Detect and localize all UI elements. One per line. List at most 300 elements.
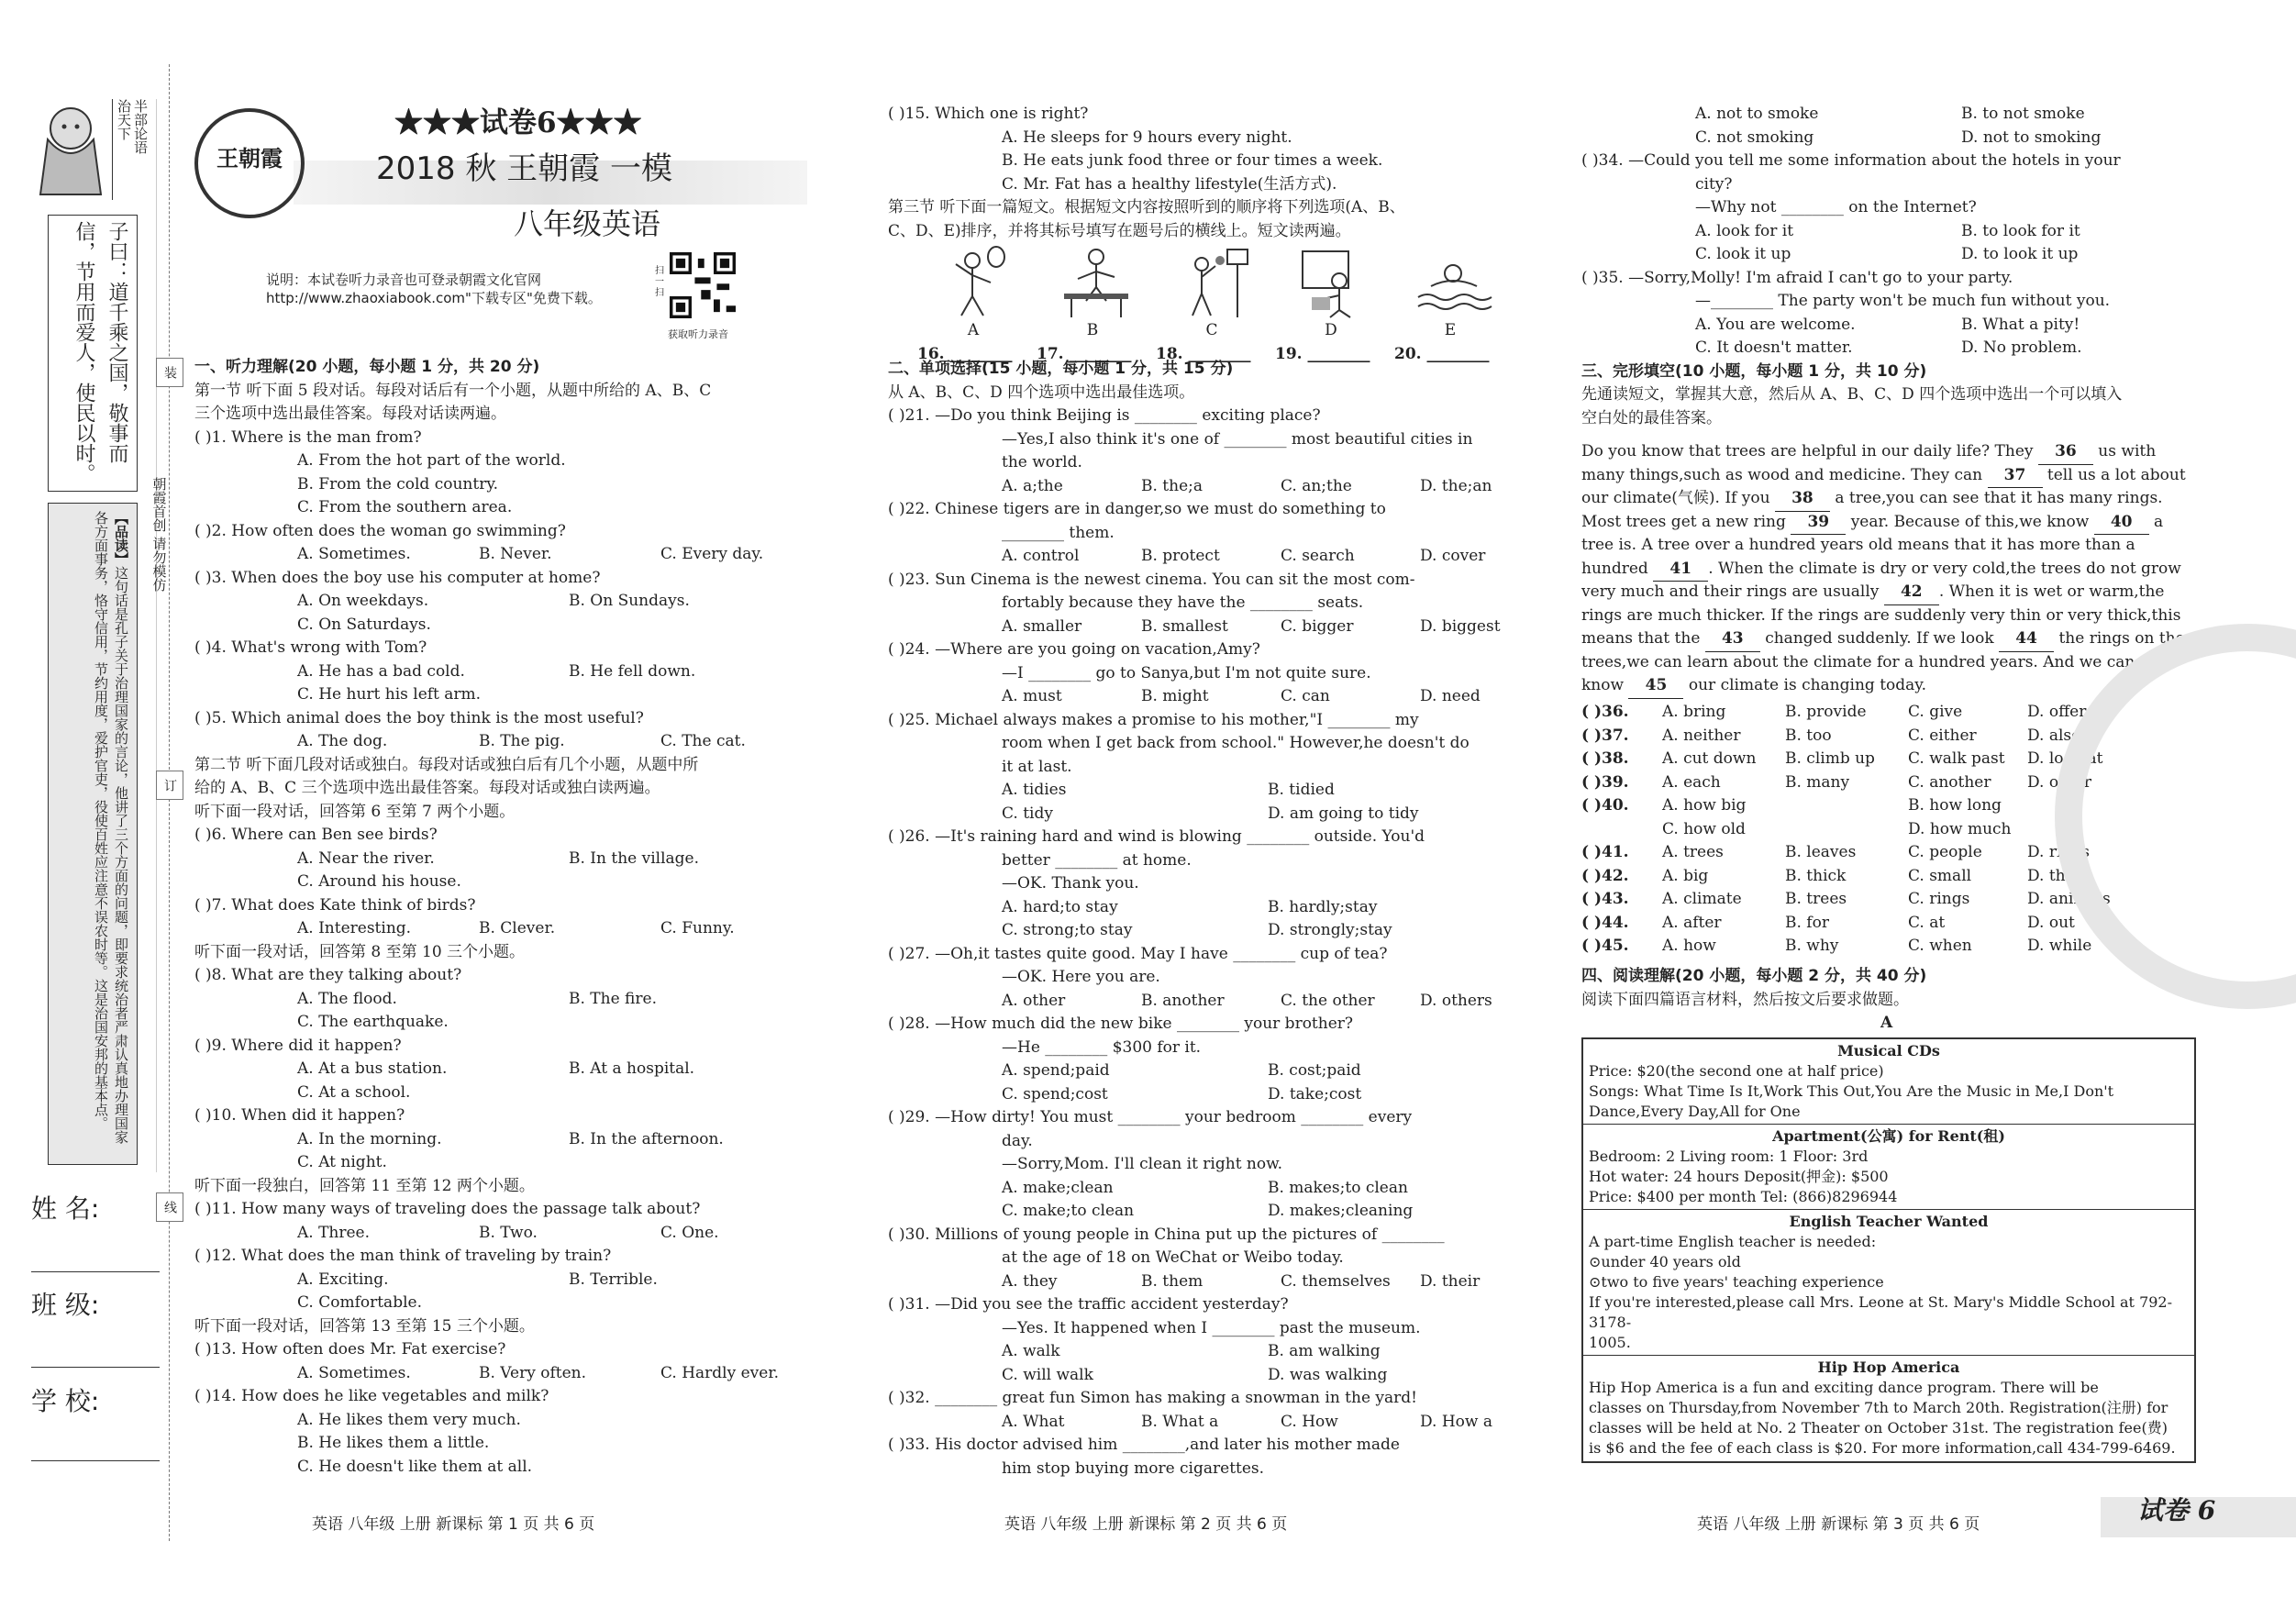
option-row <box>1581 220 2196 244</box>
ad-line: ⊙two to five years' teaching experience <box>1589 1273 1884 1291</box>
qr-code-icon[interactable] <box>670 252 736 318</box>
instruction-text: 第一节 听下面 5 段对话。每段对话后有一个小题，从题中所给的 A、B、C <box>194 381 712 400</box>
option-c: D. how much <box>1908 819 2012 838</box>
option-b: B. The pig. <box>479 732 565 750</box>
picture-label-b: B <box>1086 321 1099 339</box>
question-number: ( )38. <box>1581 749 1629 768</box>
reading-intro: 阅读下面四篇语言材料，然后按文后要求做题。 <box>1581 991 1909 1009</box>
option-a: C. will walk <box>1002 1365 1093 1384</box>
question-line <box>194 1432 818 1456</box>
cloze-line: trees,we can learn about the climate for a hundred years. And we can <box>1581 652 2135 671</box>
footer-page-1: 英语 八年级 上册 新课标 第 1 页 共 6 页 <box>312 1515 595 1534</box>
option-c: C. bigger <box>1281 616 1354 636</box>
question-number: ( )36. <box>1581 703 1629 721</box>
option-a: A. look for it <box>1695 221 1794 240</box>
option-text: —OK. Thank you. <box>1002 874 1139 893</box>
question-stem: ( )3. When does the boy use his computer at home? <box>194 568 601 587</box>
question-number: ( )40. <box>1581 796 1629 815</box>
question-number: ( )41. <box>1581 843 1629 861</box>
option-b: B. another <box>1141 991 1225 1010</box>
option-text: C. He doesn't like them at all. <box>297 1457 533 1476</box>
ad-title: Hip Hop America <box>1817 1359 1960 1376</box>
question-number: ( )39. <box>1581 772 1629 792</box>
option-text: C. He hurt his left arm. <box>297 685 482 704</box>
picture-label-c: C <box>1205 321 1218 339</box>
binding-cut-line <box>169 64 170 1541</box>
option-row <box>194 1362 818 1386</box>
option-a: A. climate <box>1662 890 1742 908</box>
question-stem: ( )5. Which animal does the boy think is the most useful? <box>194 708 644 727</box>
question-line <box>888 428 1512 452</box>
option-b: B. provide <box>1785 703 1867 721</box>
option-row <box>1581 243 2196 267</box>
option-a: A. You are welcome. <box>1695 315 1856 334</box>
question-stem: ( )28. —How much did the new bike ________ your brother? <box>888 1015 1354 1033</box>
cloze-blank[interactable]: 42 <box>1884 581 1939 605</box>
option-a: A. Three. <box>297 1223 371 1242</box>
option-c: C. How <box>1281 1412 1338 1431</box>
question-stem: ( )14. How does he like vegetables and milk? <box>194 1387 549 1405</box>
option-row <box>888 919 1512 943</box>
option-row <box>1581 337 2196 360</box>
option-row <box>194 590 818 614</box>
column-1 <box>194 356 818 1479</box>
blank-18[interactable]: 18. ________ <box>1156 345 1251 363</box>
instruction-text: 第二节 听下面几段对话或独白。每段对话或独白后有几个小题，从题中所 <box>194 755 699 774</box>
option-b: B. At a hospital. <box>569 1059 695 1078</box>
ad-section <box>1583 1125 2194 1210</box>
qr-side-label: 扫一扫 <box>655 266 664 298</box>
option-row <box>888 1411 1512 1435</box>
option-row <box>1581 103 2196 127</box>
question-line <box>194 473 818 497</box>
footer-badge-text: 试卷 6 <box>2137 1495 2216 1525</box>
option-text: A. He sleeps for 9 hours every night. <box>1002 128 1292 147</box>
question-line <box>888 662 1512 686</box>
footer-page-3: 英语 八年级 上册 新课标 第 3 页 共 6 页 <box>1697 1515 1980 1534</box>
cloze-blank[interactable]: 45 <box>1628 674 1683 699</box>
option-a: A. At a bus station. <box>297 1059 448 1078</box>
option-text: better ________ at home. <box>1002 850 1192 870</box>
question-stem: ( )27. —Oh,it tastes quite good. May I have ________ cup of tea? <box>888 944 1388 963</box>
question-line <box>194 1151 818 1175</box>
option-text: C. At night. <box>297 1153 387 1171</box>
tennis-picture <box>936 246 1018 319</box>
ad-line: classes will be held at No. 2 Theater on October 31st. The registration fee(费) <box>1589 1419 2168 1436</box>
option-text: C. On Saturdays. <box>297 615 431 634</box>
option-text: A. From the hot part of the world. <box>297 451 566 470</box>
option-a: A. a;the <box>1002 476 1063 495</box>
question-line <box>888 451 1512 475</box>
question-stem: ( )31. —Did you see the traffic accident yesterday? <box>888 1295 1289 1314</box>
question-line <box>888 127 1512 150</box>
question-stem: ( )30. Millions of young people in China put up the pictures of ________ <box>888 1225 1445 1244</box>
option-b: B. He fell down. <box>569 661 696 681</box>
option-row <box>888 1200 1512 1224</box>
option-a: A. after <box>1662 913 1722 932</box>
option-a: A. Sometimes. <box>297 545 411 563</box>
instruction-text: 从 A、B、C、D 四个选项中选出最佳选项。 <box>888 383 1195 402</box>
option-c: C. at <box>1908 913 1946 932</box>
option-c: C. Every day. <box>660 545 764 563</box>
option-b: B. What a pity! <box>1961 315 2080 334</box>
option-a: A. walk <box>1002 1342 1060 1360</box>
question-line <box>888 1153 1512 1177</box>
cut-label-2: 订 <box>156 771 183 800</box>
section-title: 三、完形填空(10 小题，每小题 1 分，共 10 分) <box>1581 361 1927 381</box>
question-stem: ( )24. —Where are you going on vacation,Amy? <box>888 640 1260 659</box>
option-text: ________ them. <box>1002 523 1115 542</box>
question-line <box>194 449 818 473</box>
option-text: —Why not ________ on the Internet? <box>1695 198 1977 216</box>
option-c: C. another <box>1908 772 1991 792</box>
option-row <box>888 1177 1512 1201</box>
scholar-icon <box>29 103 112 204</box>
option-c: C. walk past <box>1908 749 2005 768</box>
cloze-line: Do you know that trees are helpful in our daily life? They 36 us with <box>1581 440 2196 464</box>
cloze-line: very much and their rings are usually 42 . When it is wet or warm,the <box>1581 581 2196 604</box>
option-d: D. cover <box>1420 547 1486 565</box>
blank-17[interactable]: 17. ________ <box>1037 345 1132 363</box>
option-text: —He ________ $300 for it. <box>1002 1037 1202 1057</box>
question-line <box>888 1317 1512 1341</box>
reading-part-label: A <box>1880 1014 1893 1032</box>
option-b: D. was walking <box>1268 1365 1388 1384</box>
option-a: A. Near the river. <box>297 848 435 868</box>
option-d: D. animals <box>2027 890 2111 908</box>
option-text: —I ________ go to Sanya,but I'm not quite sure. <box>1002 663 1371 682</box>
option-a: A. big <box>1662 866 1709 885</box>
cloze-line: hundred 41 . When the climate is dry or very cold,the trees do not grow <box>1581 558 2196 582</box>
option-a: A. Interesting. <box>297 919 412 937</box>
question-line <box>194 1292 818 1315</box>
option-text: —OK. Here you are. <box>1002 968 1160 986</box>
school-field-line[interactable] <box>31 1460 160 1461</box>
name-field-line[interactable] <box>31 1271 160 1272</box>
option-a: C. It doesn't matter. <box>1695 338 1853 357</box>
option-row <box>888 1059 1512 1083</box>
option-row <box>888 685 1512 709</box>
question-line <box>888 1458 1512 1481</box>
question-line <box>194 683 818 707</box>
option-b: B. trees <box>1785 890 1847 908</box>
cloze-blank[interactable]: 39 <box>1791 511 1846 536</box>
option-text: —Yes. It happened when I ________ past the museum. <box>1002 1318 1421 1337</box>
reading-picture <box>1293 246 1376 319</box>
cloze-line: tree is. A tree over a hundred years old means that it has more than a <box>1581 536 2135 554</box>
series-title: ★★★试卷6★★★ <box>394 106 642 139</box>
option-c: C. rings <box>1908 890 1970 908</box>
option-a: A. tidies <box>1002 781 1067 799</box>
option-a: A. other <box>1002 991 1066 1010</box>
option-c: C. Hardly ever. <box>660 1363 780 1382</box>
option-a: A. The flood. <box>297 989 397 1008</box>
cloze-blank[interactable]: 41 <box>1653 558 1708 582</box>
question-line <box>888 150 1512 173</box>
option-text: city? <box>1695 174 1733 194</box>
option-text: C. The earthquake. <box>297 1013 449 1031</box>
option-b: B. am walking <box>1268 1342 1381 1360</box>
option-row <box>194 917 818 941</box>
option-text: C. From the southern area. <box>297 498 513 516</box>
ad-section <box>1583 1039 2194 1125</box>
option-row <box>888 803 1512 826</box>
option-b: B. tidied <box>1268 781 1335 799</box>
option-a: A. Exciting. <box>297 1270 389 1289</box>
option-a: C. make;to clean <box>1002 1202 1135 1220</box>
option-a: A. trees <box>1662 843 1724 861</box>
option-b: B. Two. <box>479 1223 538 1242</box>
ad-line: Bedroom: 2 Living room: 1 Floor: 3rd <box>1589 1148 1869 1165</box>
option-a: C. look it up <box>1695 245 1791 263</box>
question-line <box>194 614 818 638</box>
cloze-line: Most trees get a new ring 39 year. Because of this,we know 40 a <box>1581 511 2196 535</box>
option-d: D. the;an <box>1420 476 1492 495</box>
class-field-line[interactable] <box>31 1367 160 1368</box>
option-a: A. cut down <box>1662 749 1757 768</box>
cloze-blank[interactable]: 38 <box>1775 487 1830 512</box>
ad-line: Price: $400 per month Tel: (866)8296944 <box>1589 1188 1898 1205</box>
cloze-blank[interactable]: 40 <box>2094 511 2149 536</box>
option-b: B. for <box>1785 913 1829 932</box>
option-text: C. Around his house. <box>297 872 461 891</box>
option-c: C. the other <box>1281 991 1375 1010</box>
question-stem: ( )34. —Could you tell me some information about the hotels in your <box>1581 151 2121 170</box>
question-line <box>1581 173 2196 197</box>
option-c: C. can <box>1281 687 1330 705</box>
option-b: B. makes;to clean <box>1268 1178 1408 1197</box>
option-row <box>888 1340 1512 1364</box>
option-d: D. thin <box>2027 866 2080 885</box>
cloze-line: means that the 43 changed suddenly. If we look 44 the rings on the <box>1581 627 2196 651</box>
cloze-blank[interactable]: 36 <box>2038 440 2093 465</box>
option-a: A. What <box>1002 1412 1065 1431</box>
option-d: D. others <box>1420 991 1492 1010</box>
question-number: ( )45. <box>1581 937 1629 955</box>
option-a: A. Sometimes. <box>297 1363 411 1382</box>
class-field-label: 班 级: <box>31 1290 100 1320</box>
instruction-text: C、D、E)排序，并将其标号填写在题号后的横线上。短文读两遍。 <box>888 221 1351 240</box>
question-stem: ( )32. ________ great fun Simon has making a snowman in the yard! <box>888 1389 1417 1407</box>
question-number: ( )42. <box>1581 866 1629 885</box>
question-line <box>888 592 1512 616</box>
audio-note: 说明：本试卷听力录音也可登录朝霞文化官网 http://www.zhaoxiabook.com"下载专区"免费下载。 <box>266 272 602 306</box>
question-stem: ( )6. Where can Ben see birds? <box>194 826 438 844</box>
question-line <box>194 1011 818 1035</box>
option-a: C. not smoking <box>1695 128 1814 147</box>
option-d: D. out <box>2027 913 2075 932</box>
ad-section <box>1583 1210 2194 1356</box>
ad-line: classes on Thursday,from November 7th to March 20th. Registration(注册) for <box>1589 1399 2168 1416</box>
badge-text-2: 部 <box>132 113 149 127</box>
basketball-picture <box>1174 246 1257 319</box>
instruction-text: 听下面一段对话，回答第 13 至第 15 三个小题。 <box>194 1316 535 1336</box>
option-c: C. an;the <box>1281 476 1352 495</box>
cloze-blank[interactable]: 37 <box>1988 464 2043 489</box>
section-title: 一、听力理解(20 小题，每小题 1 分，共 20 分) <box>194 358 540 376</box>
option-c: C. either <box>1908 726 1977 745</box>
question-line <box>888 1130 1512 1154</box>
option-d: D. need <box>1420 687 1481 705</box>
option-b: B. In the afternoon. <box>569 1129 724 1148</box>
badge-text-6: 天 <box>116 113 132 127</box>
cloze-blank[interactable]: 43 <box>1705 627 1760 652</box>
option-row <box>888 1083 1512 1107</box>
option-a: A. smaller <box>1002 616 1082 636</box>
question-line <box>194 496 818 520</box>
option-row <box>888 990 1512 1014</box>
option-b: B. why <box>1785 937 1839 955</box>
instruction-text: 第三节 听下面一篇短文。根据短文内容按照听到的顺序将下列选项(A、B、 <box>888 198 1405 216</box>
option-row <box>888 779 1512 803</box>
cut-label-1: 装 <box>156 358 183 387</box>
option-text: room when I get back from school." However,he doesn't do <box>1002 734 1470 752</box>
question-line <box>888 872 1512 896</box>
option-b: B. to not smoke <box>1961 105 2085 123</box>
option-b: D. to look it up <box>1961 245 2079 263</box>
option-b: B. leaves <box>1785 843 1857 861</box>
option-text: C. Comfortable. <box>297 1293 422 1312</box>
question-stem: ( )26. —It's raining hard and wind is blowing ________ outside. You'd <box>888 827 1425 846</box>
option-row <box>194 988 818 1012</box>
option-text: —________ The party won't be much fun without you. <box>1695 292 2111 310</box>
pingpong-picture <box>1055 246 1137 319</box>
section-title: 二、单项选择(15 小题，每小题 1 分，共 15 分) <box>888 360 1234 378</box>
option-text: fortably because they have the ________ seats. <box>1002 593 1364 612</box>
option-a: C. tidy <box>1002 804 1053 823</box>
option-row <box>194 543 818 567</box>
question-number: ( )43. <box>1581 890 1629 908</box>
question-number: ( )44. <box>1581 913 1629 932</box>
question-line <box>888 1037 1512 1060</box>
option-a: C. how old <box>1662 819 1746 838</box>
footer-badge <box>2101 1497 2296 1537</box>
instruction-text: 听下面一段独白，回答第 11 至第 12 两个小题。 <box>194 1176 535 1195</box>
question-stem: ( )21. —Do you think Beijing is ________ exciting place? <box>888 406 1321 425</box>
question-stem: ( )13. How often does Mr. Fat exercise? <box>194 1340 506 1359</box>
column-3 <box>1581 103 2196 430</box>
option-c: C. search <box>1281 547 1355 565</box>
option-b: B. In the village. <box>569 848 700 868</box>
exam-title: 2018 秋 王朝霞 一模 <box>376 150 672 187</box>
comment-label: 【品读】 <box>113 511 129 566</box>
question-line <box>194 1456 818 1480</box>
option-text: at the age of 18 on WeChat or Weibo today. <box>1002 1248 1344 1267</box>
option-text: B. From the cold country. <box>297 474 499 494</box>
option-b: B. Very often. <box>479 1363 586 1382</box>
option-c: B. how long <box>1908 796 2002 815</box>
option-b: D. strongly;stay <box>1268 921 1392 939</box>
question-line <box>1581 196 2196 220</box>
option-row <box>1581 314 2196 338</box>
question-stem: ( )7. What does Kate think of birds? <box>194 895 476 915</box>
option-a: A. He has a bad cold. <box>297 661 465 681</box>
option-a: A. make;clean <box>1002 1178 1114 1197</box>
cloze-blank[interactable]: 44 <box>1999 627 2054 652</box>
option-d: D. other <box>2027 772 2092 792</box>
option-text: —Sorry,Mom. I'll clean it right now. <box>1002 1155 1283 1173</box>
option-row <box>1581 127 2196 150</box>
question-stem: ( )15. Which one is right? <box>888 105 1089 123</box>
option-text: day. <box>1002 1131 1033 1150</box>
question-line <box>888 756 1512 780</box>
option-b: B. the;a <box>1141 476 1203 495</box>
option-d: D. while <box>2027 937 2092 955</box>
cloze-line: many things,such as wood and medicine. They can 37 tell us a lot about <box>1581 464 2196 488</box>
picture-label-d: D <box>1325 321 1337 339</box>
comment-box <box>48 503 138 1165</box>
option-b: D. No problem. <box>1961 338 2082 357</box>
option-b: B. hardly;stay <box>1268 897 1378 916</box>
ad-line: Hip Hop America is a fun and exciting dance program. There will be <box>1589 1379 2099 1396</box>
option-a: A. they <box>1002 1271 1058 1291</box>
exam-subtitle: 八年级英语 <box>514 206 661 241</box>
blank-20[interactable]: 20. ________ <box>1394 345 1490 363</box>
question-stem: ( )4. What's wrong with Tom? <box>194 638 427 657</box>
option-b: D. not to smoking <box>1961 128 2102 147</box>
option-b: B. might <box>1141 687 1209 705</box>
school-field-label: 学 校: <box>31 1386 100 1416</box>
cloze-line: rings are much thicker. If the rings are suddenly very thin or very thick,this <box>1581 605 2181 625</box>
instruction-text: 三个选项中选出最佳答案。每段对话读两遍。 <box>194 405 506 423</box>
option-b: B. What a <box>1141 1412 1219 1431</box>
ad-line: 1005. <box>1589 1334 1631 1351</box>
question-stem: ( )29. —How dirty! You must ________ your bedroom ________ every <box>888 1108 1413 1126</box>
option-c: C. One. <box>660 1223 719 1242</box>
ad-section <box>1583 1356 2194 1460</box>
publisher-logo <box>194 108 305 218</box>
option-text: C. At a school. <box>297 1082 411 1102</box>
option-row <box>194 1269 818 1292</box>
option-a: A. The dog. <box>297 732 388 750</box>
ad-line: is $6 and the fee of each class is $20. For more information,call 434-799-6469. <box>1589 1439 2176 1457</box>
option-a: A. how big <box>1662 796 1747 815</box>
ad-line: Price: $20(the second one at half price) <box>1589 1062 1884 1080</box>
option-a: A. not to smoke <box>1695 105 1819 123</box>
blank-16[interactable]: 16. ________ <box>917 345 1013 363</box>
question-stem: ( )1. Where is the man from? <box>194 427 422 447</box>
ad-title: English Teacher Wanted <box>1789 1213 1989 1230</box>
question-stem: ( )23. Sun Cinema is the newest cinema. You can sit the most com- <box>888 570 1415 589</box>
quote-text: 子曰：道千乘之国，敬事而信，节用而爱人，使民以时。 <box>72 221 128 483</box>
reading-section-title: 四、阅读理解(20 小题，每小题 2 分，共 40 分) <box>1581 967 1927 985</box>
ad-title: Musical CDs <box>1837 1042 1940 1059</box>
question-stem: ( )12. What does the man think of traveling by train? <box>194 1247 612 1265</box>
ad-line: If you're interested,please call Mrs. Leone at St. Mary's Middle School at 792-3178- <box>1589 1293 2173 1331</box>
badge <box>29 99 147 207</box>
badge-text-4: 语 <box>132 140 149 154</box>
blank-19[interactable]: 19. ________ <box>1275 345 1370 363</box>
badge-text-3: 论 <box>132 127 149 140</box>
question-stem: ( )8. What are they talking about? <box>194 966 462 984</box>
option-a: A. each <box>1662 772 1721 792</box>
picture-label-a: A <box>967 321 980 339</box>
question-stem: ( )25. Michael always makes a promise to his mother,"I ________ my <box>888 710 1419 729</box>
option-b: B. Clever. <box>479 919 556 937</box>
question-line <box>194 1409 818 1433</box>
option-b: B. protect <box>1141 547 1220 565</box>
option-c: C. small <box>1908 866 1972 885</box>
option-row <box>194 1058 818 1081</box>
option-a: A. neither <box>1662 726 1741 745</box>
question-stem: ( )35. —Sorry,Molly! I'm afraid I can't go to your party. <box>1581 268 2013 287</box>
swimming-picture <box>1413 246 1495 319</box>
question-line <box>888 849 1512 873</box>
question-number: ( )37. <box>1581 726 1629 745</box>
column-2 <box>888 358 1512 1481</box>
option-b: B. On Sundays. <box>569 592 690 610</box>
option-row <box>888 896 1512 920</box>
